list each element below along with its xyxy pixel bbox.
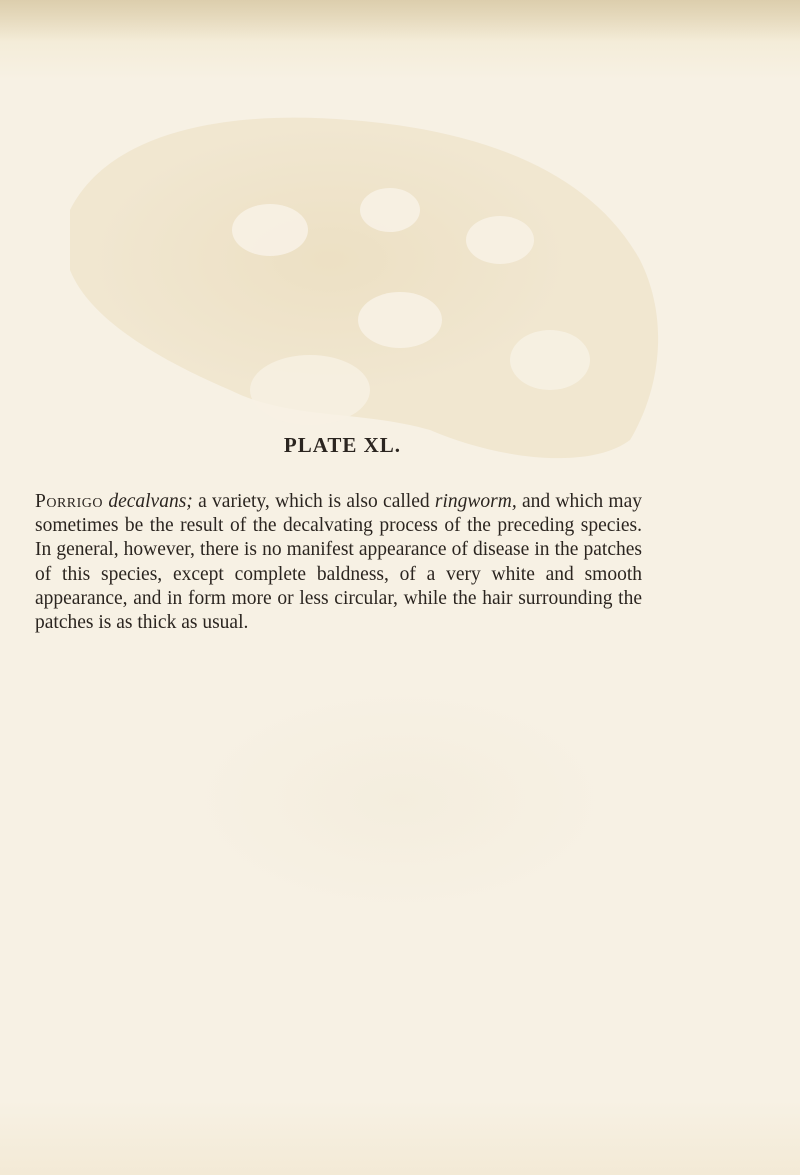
description-text-1: a variety, which is also called bbox=[192, 491, 435, 512]
species-punctuation: ; bbox=[186, 491, 193, 512]
page-top-discoloration bbox=[0, 0, 800, 42]
plate-description bbox=[35, 490, 642, 635]
plate-title: PLATE XL. bbox=[283, 433, 402, 457]
common-name: ringworm, bbox=[434, 491, 517, 512]
genus-name: Porrigo bbox=[35, 491, 104, 512]
show-through-illustration bbox=[30, 90, 680, 470]
species-name: decalvans bbox=[108, 491, 187, 512]
description-text-2: and which may sometimes be the result of the decalvating process of the preceding species. In general, however, there is no manifest appearance of disease in the patches of this species, except complete baldness, of a very white and smooth appearance, and in form more or less circular, while the hair surrounding the patches is as thick as usual. bbox=[35, 491, 642, 634]
